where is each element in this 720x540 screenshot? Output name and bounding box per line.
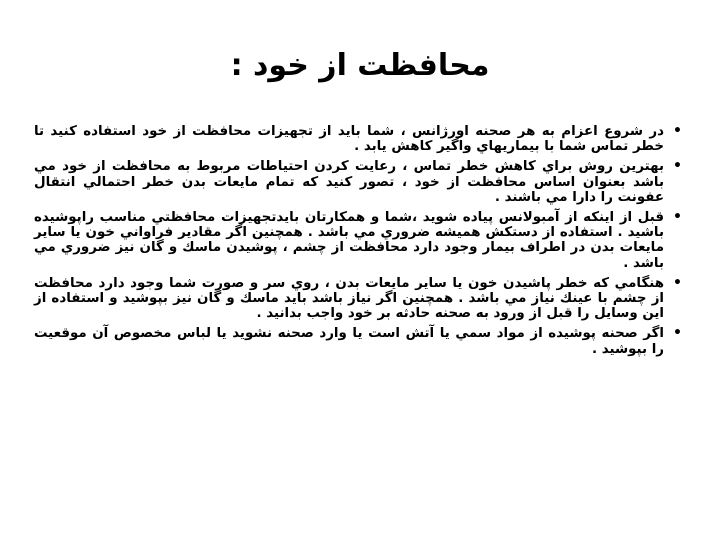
bullet-dot-icon: • (673, 123, 682, 139)
slide-title: محافظت از خود : (230, 48, 490, 83)
bullet-text: اگر صحنه پوشيده از مواد سمي يا آتش است يا وارد صحنه نشويد يا لباس مخصوص آن موقعيت را بپوشيد . (34, 326, 664, 357)
bullet-item (34, 124, 684, 154)
bullet-text: قبل از اينكه از آمبولانس پياده شويد ،شما و همكارتان بايدتجهيزات محافظتي مناسب راپوشيده باشيد . استفاده از دستكش هميشه ضروري مي باشد . همچنين اگر مقادير فراواني خون يا ساير مايعات بدن در اطراف بيمار وجود دارد محافظت از چشم ، پوشيدن ماسك و گان نيز ضروري مي باشد . (34, 210, 664, 271)
bullet-dot-icon: • (673, 274, 682, 291)
bullet-item (34, 159, 684, 205)
bullet-item (34, 210, 684, 271)
bullet-text: هنگامي كه خطر پاشيدن خون يا ساير مايعات بدن ، روي سر و صورت شما وجود دارد محافظت از چشم با عينك نياز مي باشد . همچنين اگر نياز باشد بايد ماسك و گان نيز بپوشيد و استفاده از اين وسايل را قبل از ورود به صحنه حادثه بر خود واجب بدانيد . (34, 275, 664, 322)
bullet-dot-icon: • (673, 209, 682, 226)
bullet-list (34, 124, 684, 362)
bullet-item (34, 276, 684, 322)
bullet-dot-icon: • (673, 158, 682, 175)
bullet-text: بهترين روش براي كاهش خطر تماس ، رعايت كردن احتياطات مربوط به محافظت از خود مي باشد بعنوان اساس محافظت از خود ، تصور كنيد كه تمام مايعات بدن خطر احتمالي انتقال عفونت را دارا مي باشند . (34, 159, 664, 205)
bullet-item (34, 326, 684, 356)
bullet-dot-icon: • (673, 325, 682, 342)
bullet-text: در شروع اعزام به هر صحنه اورژانس ، شما بايد از تجهيزات محافظت از خود استفاده كنيد تا خطر تماس شما با بيماريهاي واگير كاهش يابد . (34, 124, 664, 155)
